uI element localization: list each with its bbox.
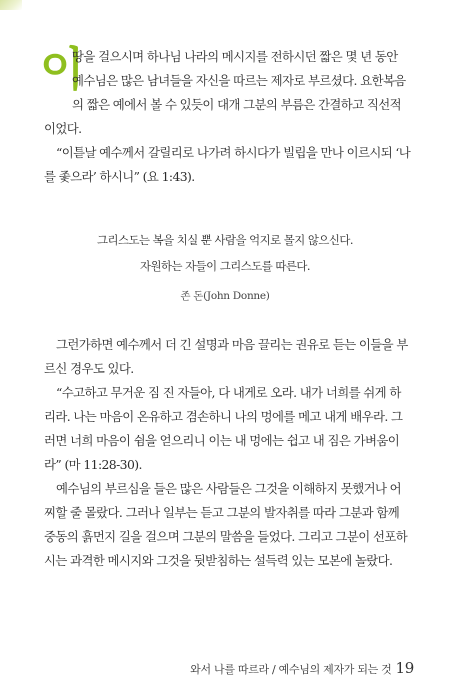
epigraph-line-1: 그리스도는 복을 치실 뿐 사람을 억지로 몰지 않으신다.	[96, 233, 354, 247]
scripture-quote-john: “이튿날 예수께서 갈릴리로 나가려 하시다가 빌립을 만나 이르시되 ‘나를 좇으라’ 하시니” (요 1:43).	[44, 145, 411, 184]
epigraph-line-2: 자원하는 자들이 그리스도를 따른다.	[139, 259, 311, 273]
scripture-quote-matthew: “수고하고 무거운 짐 진 자들아, 다 내게로 오라. 내가 너희를 쉬게 하리라. 나는 마음이 온유하고 겸손하니 나의 멍에를 메고 내게 배우라. 그러면 너희 마음이 쉼을 얻으리니 이는 내 멍에는 쉽고 내 짐은 가벼움이라” (마 11:28-30).	[44, 385, 403, 472]
opening-paragraph-text: 땅을 걸으시며 하나님 나라의 메시지를 전하시던 짧은 몇 년 동안 예수님은 많은 남녀들을 자신을 따르는 제자로 부르셨다. 요한복음의 짧은 예에서 볼 수 있듯이 대개 그분의 부름은 간결하고 직선적이었다.	[44, 49, 406, 136]
drop-cap: 이	[40, 42, 84, 96]
body-paragraph-final: 예수님의 부르심을 들은 많은 사람들은 그것을 이해하지 못했거나 어찌할 줄 몰랐다. 그러나 일부는 듣고 그분의 발자취를 따라 그분과 함께 중동의 흙먼지 길을 걸으며 그분의 말씀을 들었다. 그리고 그분이 선포하시는 과격한 메시지와 그것을 뒷받침하는 설득력 있는 모본에 놀랐다.	[44, 481, 408, 568]
opening-paragraph	[40, 42, 412, 141]
corner-decoration	[0, 0, 22, 10]
page-number: 19	[395, 659, 414, 677]
page-footer	[190, 659, 414, 677]
running-title: 와서 나를 따르라 / 예수님의 제자가 되는 것	[190, 663, 392, 676]
epigraph-author: 존 돈(John Donne)	[180, 290, 270, 302]
body-paragraph: 그런가하면 예수께서 더 긴 설명과 마음 끌리는 권유로 듣는 이들을 부르신 경우도 있다.	[44, 337, 408, 376]
